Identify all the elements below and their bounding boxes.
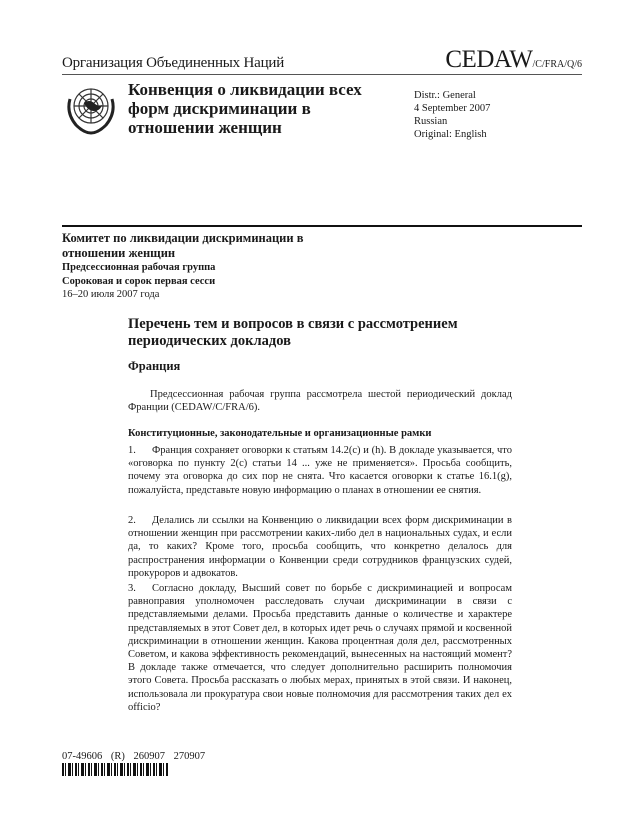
symbol-main: CEDAW bbox=[445, 46, 533, 73]
session-dates: 16–20 июля 2007 года bbox=[62, 289, 160, 300]
paragraph-text: Франция сохраняет оговорки к статьям 14.2(c) и (h). В докладе указывается, что «оговорка по пункту 2(c) статьи 14 ... уже не применяется». Просьба сообщить, почему эта оговорка до сих пор не снята. Что касается оговорки к статье 16.1(g), пожалуйста, представьте новую информацию о планах в отношении ее снятия. bbox=[128, 445, 512, 496]
un-emblem-icon bbox=[62, 79, 120, 137]
convention-title: Конвенция о ликвидации всех форм дискриминации в отношении женщин bbox=[128, 80, 362, 137]
paragraph-number: 3. bbox=[128, 583, 136, 594]
committee-name: Комитет по ликвидации дискриминации в отношении женщин bbox=[62, 231, 304, 260]
document-symbol bbox=[445, 46, 582, 74]
section-heading: Конституционные, законодательные и организационные рамки bbox=[128, 428, 432, 439]
header-rule bbox=[62, 74, 582, 75]
original-language: Original: English bbox=[414, 129, 487, 140]
document-title: Перечень тем и вопросов в связи с рассмотрением периодических докладов bbox=[128, 316, 458, 349]
session-name: Сороковая и сорок первая сесси bbox=[62, 275, 216, 287]
committee-block bbox=[62, 231, 362, 302]
paragraph-number: 2. bbox=[128, 515, 136, 526]
country-heading: Франция bbox=[128, 359, 181, 373]
paragraph-text: Делались ли ссылки на Конвенцию о ликвидации всех форм дискриминации в отношении женщин при рассмотрении каких-либо дел в национальных судах, и если да, то каких? Кроме того, просьба сообщить, что конкретно делалось для распространения информации о Конвенции среди сотрудников французских судей, прокуроров и адвокатов. bbox=[128, 515, 512, 579]
barcode-icon bbox=[62, 763, 168, 776]
organization-name: Организация Объединенных Наций bbox=[62, 55, 285, 71]
distr-label: Distr.: General bbox=[414, 90, 476, 101]
paragraph-1 bbox=[128, 444, 512, 497]
paragraph-2 bbox=[128, 514, 512, 580]
symbol-suffix: /C/FRA/Q/6 bbox=[532, 59, 582, 70]
section-rule bbox=[62, 225, 582, 227]
paragraph-3 bbox=[128, 582, 512, 714]
document-date: 4 September 2007 bbox=[414, 103, 491, 114]
paragraph-number: 1. bbox=[128, 445, 136, 456]
document-language: Russian bbox=[414, 116, 448, 127]
distribution-block bbox=[414, 89, 490, 141]
working-group: Предсессионная рабочая группа bbox=[62, 262, 216, 273]
intro-paragraph: Предсессионная рабочая группа рассмотрела шестой периодический доклад Франции (CEDAW/C/FRA/6). bbox=[128, 389, 512, 414]
paragraph-text: Согласно докладу, Высший совет по борьбе с дискриминацией и вопросам равноправия уполномочен расследовать случаи дискриминации в связи с представляемыми делами. Просьба представить данные о количестве и характере представляемых в этот Совет дел, в которых идет речь о случаях прямой и косвенной дискриминации в отношении женщин. Какова процентная доля дел, рассмотренных Советом, и какова эффективность рекомендаций, вынесенных на настоящий момент? В докладе также отмечается, что следует дополнительно расширить полномочия этого Совета. Просьба рассказать о любых мерах, принятых в этой связи. И наконец, использовала ли прокуратура свои новые полномочия для рассмотрения таких дел ex officio? bbox=[128, 583, 512, 713]
job-number: 07-49606 (R) 260907 270907 bbox=[62, 751, 206, 762]
